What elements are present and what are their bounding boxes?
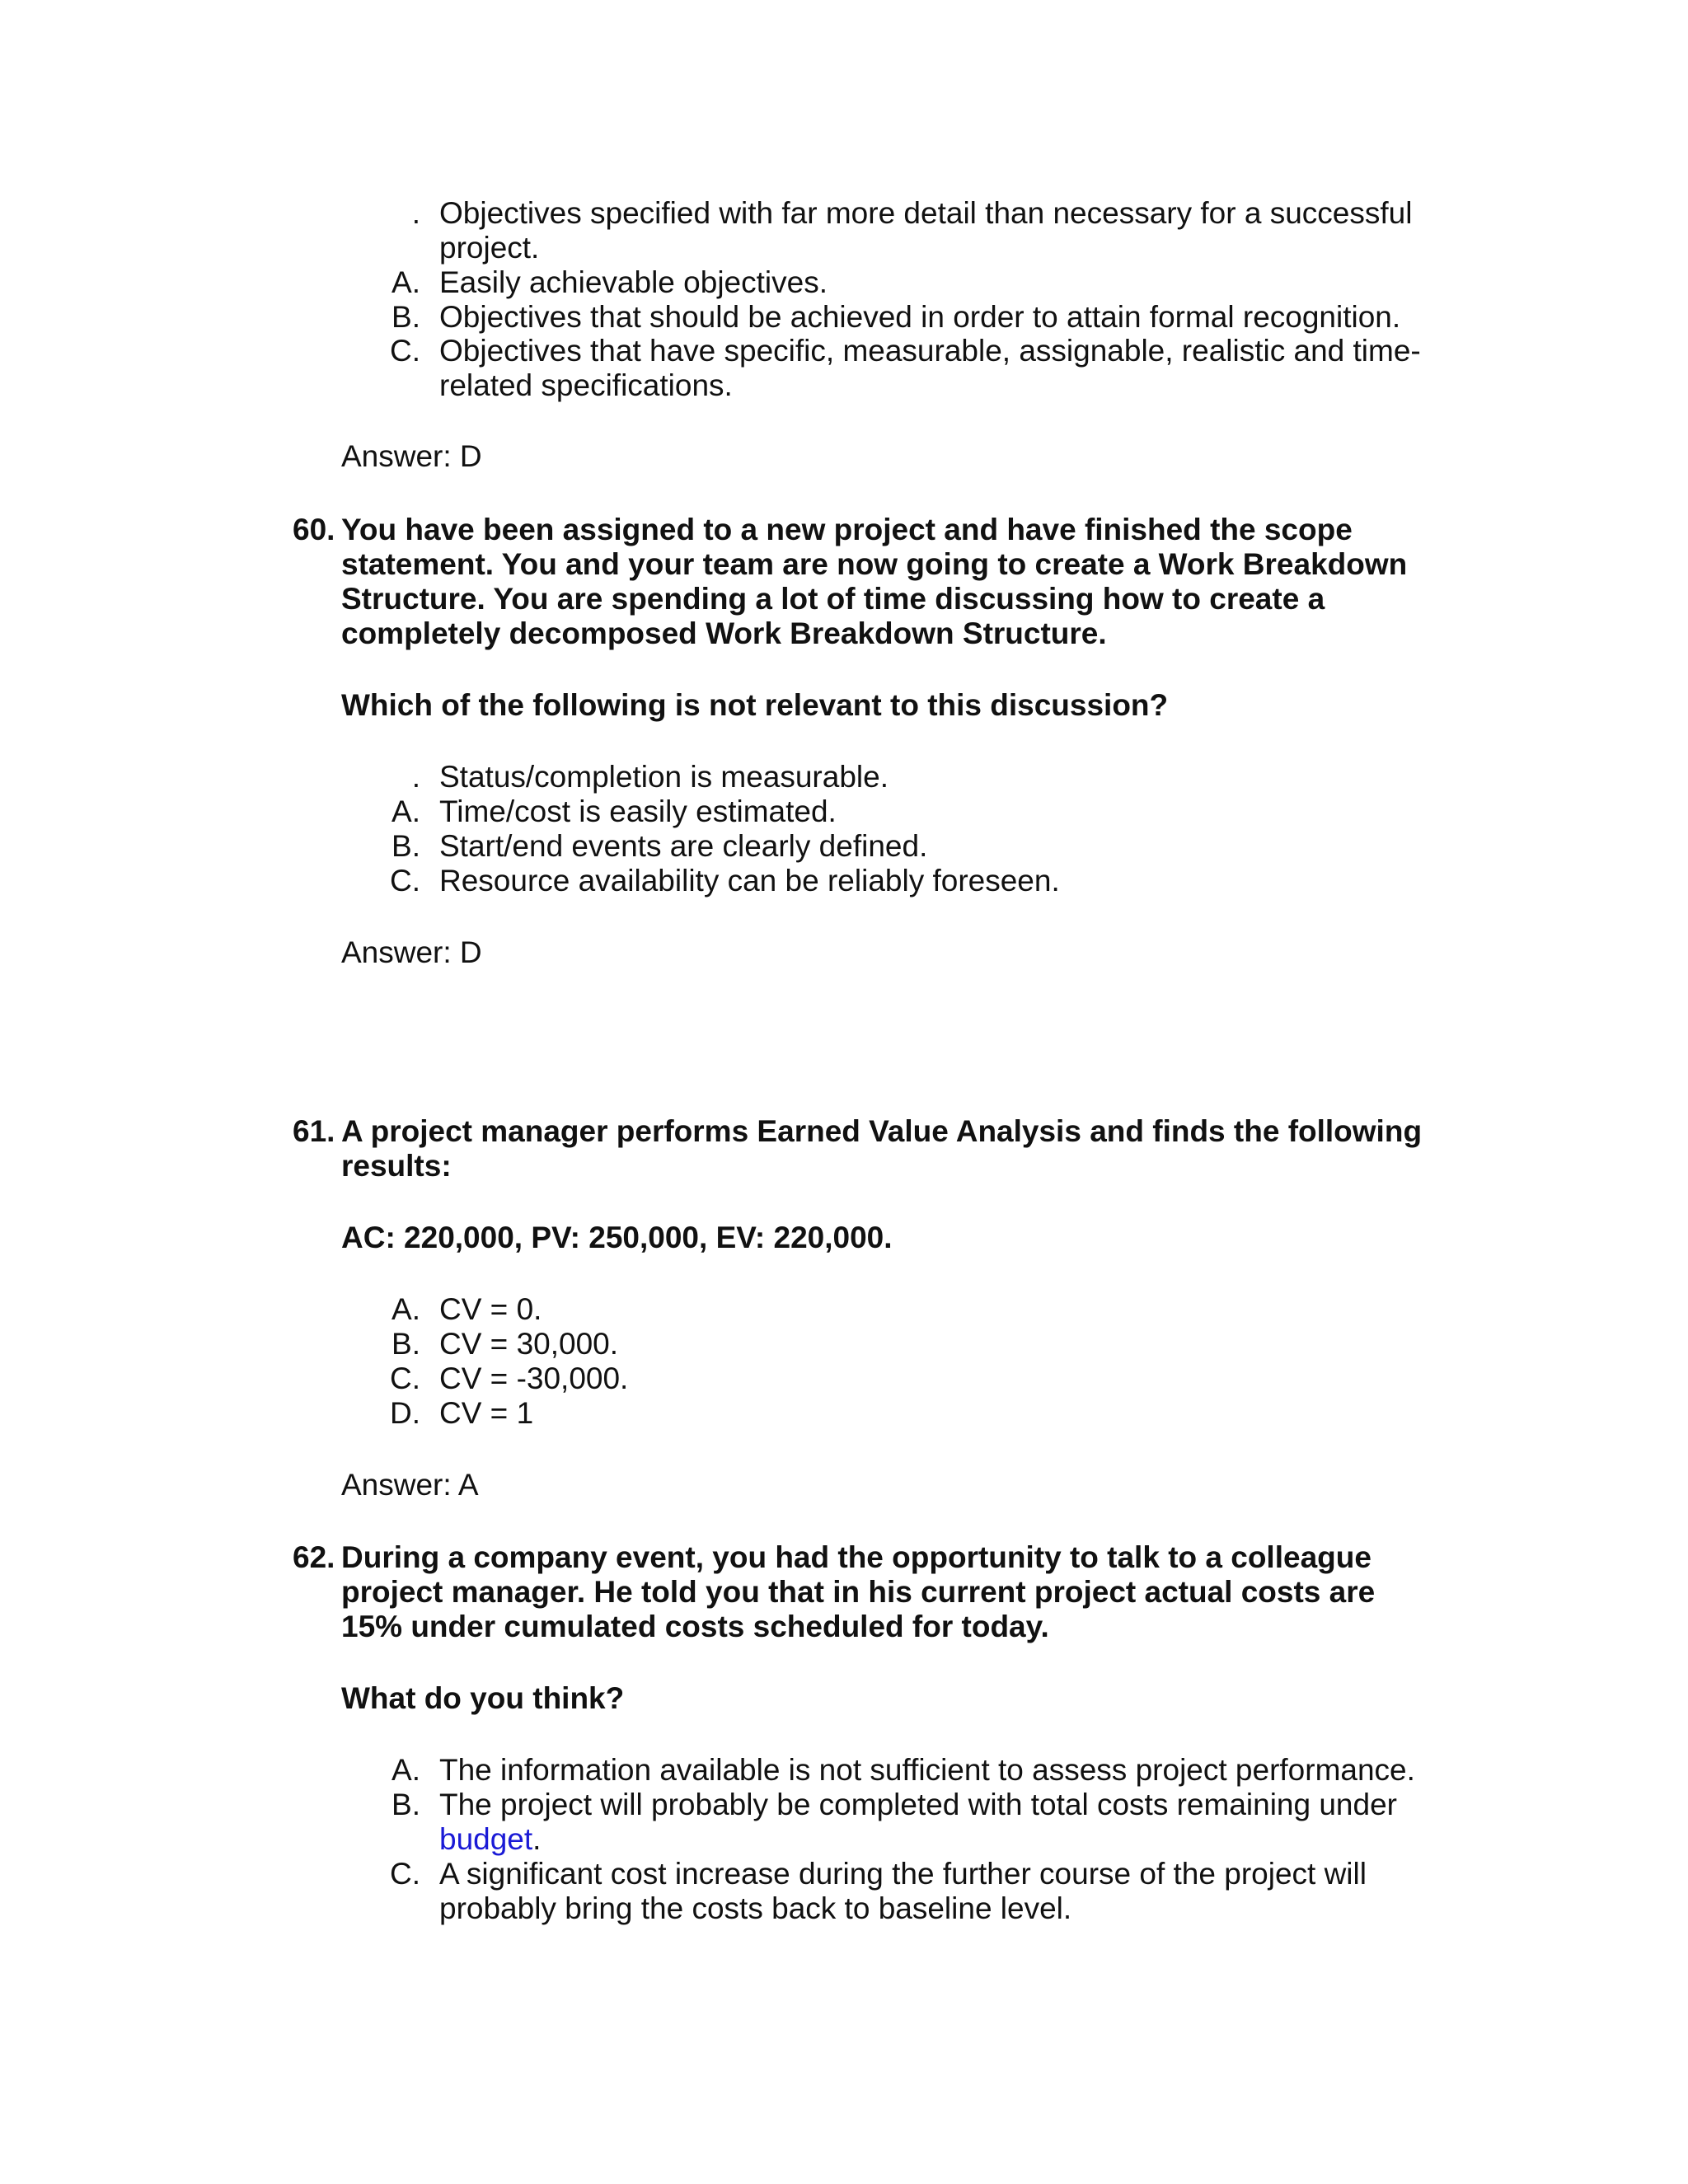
option-text: A significant cost increase during the further course of the project will — [439, 1857, 1367, 1891]
option-text: Resource availability can be reliably foreseen. — [439, 864, 1060, 898]
option-text: Start/end events are clearly defined. — [439, 829, 928, 863]
option-marker: C. — [390, 864, 420, 898]
option-text: Time/cost is easily estimated. — [439, 794, 837, 828]
question-stem: You have been assigned to a new project and have finished the scope — [341, 513, 1353, 546]
option-text: Status/completion is measurable. — [439, 760, 889, 794]
question-prompt: Which of the following is not relevant to this discussion? — [341, 688, 1169, 722]
option-marker: B. — [392, 300, 420, 334]
option-marker: . — [411, 196, 420, 230]
option-text: CV = 30,000. — [439, 1327, 619, 1361]
option-marker: A. — [392, 1753, 420, 1787]
option-text-tail: . — [532, 1822, 542, 1856]
option-text: CV = -30,000. — [439, 1361, 629, 1395]
option-text-line — [439, 1822, 541, 1857]
option-text: related specifications. — [439, 368, 733, 402]
question-stem: completely decomposed Work Breakdown Structure. — [341, 616, 1107, 650]
question-stem: statement. You and your team are now going to create a Work Breakdown — [341, 547, 1408, 581]
option-marker: . — [411, 760, 420, 794]
budget-link[interactable]: budget — [439, 1822, 533, 1856]
answer-60: Answer: D — [341, 935, 482, 969]
option-text: Easily achievable objectives. — [439, 265, 828, 299]
question-number-61: 61. — [293, 1114, 335, 1148]
question-stem: A project manager performs Earned Value Analysis and finds the following — [341, 1114, 1423, 1148]
question-number-60: 60. — [293, 513, 335, 546]
option-marker: B. — [392, 1788, 420, 1821]
option-text: Objectives specified with far more detail than necessary for a successful — [439, 196, 1413, 230]
question-stem: 15% under cumulated costs scheduled for today. — [341, 1610, 1049, 1643]
option-text: The project will probably be completed with total costs remaining under — [439, 1788, 1397, 1821]
question-number-62: 62. — [293, 1540, 335, 1574]
option-text: The information available is not sufficient to assess project performance. — [439, 1753, 1415, 1787]
option-text: CV = 0. — [439, 1292, 542, 1326]
question-prompt: What do you think? — [341, 1681, 625, 1715]
option-text: Objectives that have specific, measurable, assignable, realistic and time- — [439, 334, 1421, 368]
option-marker: A. — [392, 265, 420, 299]
question-stem: During a company event, you had the opportunity to talk to a colleague — [341, 1540, 1372, 1574]
option-marker: B. — [392, 829, 420, 863]
question-stem: project manager. He told you that in his current project actual costs are — [341, 1575, 1376, 1609]
question-data: AC: 220,000, PV: 250,000, EV: 220,000. — [341, 1221, 893, 1254]
option-marker: C. — [390, 334, 420, 368]
question-stem: Structure. You are spending a lot of time discussing how to create a — [341, 582, 1325, 616]
option-text: probably bring the costs back to baseline level. — [439, 1891, 1072, 1925]
answer-61: Answer: A — [341, 1468, 479, 1502]
question-stem: results: — [341, 1149, 452, 1183]
option-text: CV = 1 — [439, 1396, 534, 1430]
option-marker: C. — [390, 1361, 420, 1395]
option-marker: C. — [390, 1857, 420, 1891]
option-marker: D. — [390, 1396, 420, 1430]
option-marker: A. — [392, 794, 420, 828]
option-marker: A. — [392, 1292, 420, 1326]
option-marker: B. — [392, 1327, 420, 1361]
option-text: project. — [439, 231, 540, 265]
answer-59: Answer: D — [341, 439, 482, 473]
option-text: Objectives that should be achieved in order to attain formal recognition. — [439, 300, 1401, 334]
